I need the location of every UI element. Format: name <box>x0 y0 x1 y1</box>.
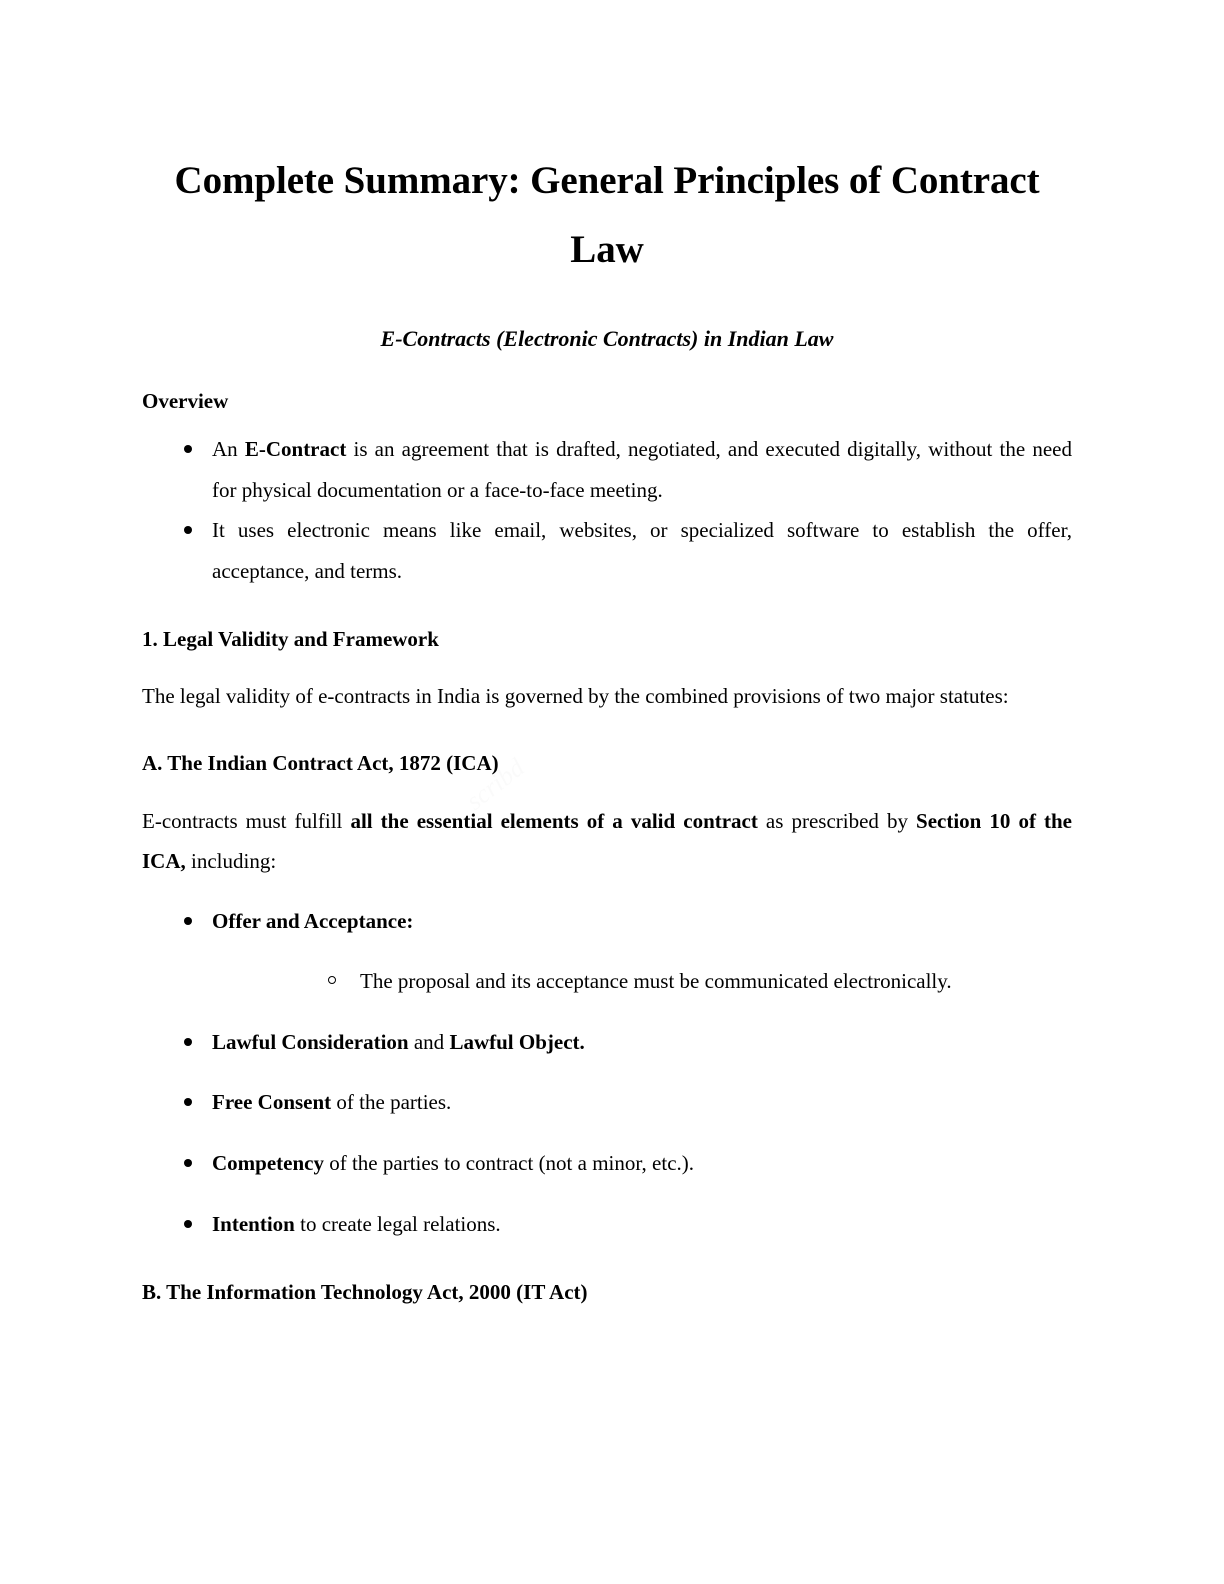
element-bold-offer-acceptance: Offer and Acceptance: <box>212 908 414 933</box>
heading-indian-contract-act: A. The Indian Contract Act, 1872 (ICA) <box>142 751 499 776</box>
list-item <box>142 901 1072 1002</box>
element-rest: of the parties. <box>331 1090 452 1115</box>
heading-legal-validity: 1. Legal Validity and Framework <box>142 627 439 652</box>
para-part-1: E-contracts must fulfill <box>142 808 351 833</box>
para-part-3: including: <box>185 849 277 874</box>
heading-it-act: B. The Information Technology Act, 2000 (IT Act) <box>142 1280 588 1305</box>
ica-elements-list <box>142 882 1072 1244</box>
bullet-text: It uses electronic means like email, websites, or specialized software to establish the offer, acceptance, and terms. <box>212 518 1072 583</box>
paragraph-ica <box>142 780 1072 882</box>
paragraph-legal-validity: The legal validity of e-contracts in India is governed by the combined provisions of two major statutes: <box>142 683 1009 708</box>
list-item <box>142 429 1072 510</box>
para-bold-section-10: Section 10 of the ICA, <box>142 808 1072 874</box>
para-bold-essential-elements: all the essential elements of a valid contract <box>350 808 758 833</box>
bullet-lead-text: An <box>212 437 245 462</box>
list-item <box>142 510 1072 591</box>
element-bold-free-consent: Free Consent <box>212 1090 332 1115</box>
bullet-rest-text: is an agreement that is drafted, negotiated, and executed digitally, without the need for physical documentation or a face-to-face meeting. <box>212 437 1073 502</box>
list-item <box>142 1204 1072 1245</box>
para-part-2: as prescribed by <box>757 808 917 833</box>
list-item <box>142 1022 1072 1063</box>
list-item <box>142 1143 1072 1184</box>
subitem-text: The proposal and its acceptance must be communicated electronically. <box>360 969 952 994</box>
offer-acceptance-subitems <box>212 961 1072 1002</box>
list-item <box>142 1082 1072 1123</box>
overview-bullet-list <box>142 417 1072 591</box>
element-bold-competency: Competency <box>212 1150 324 1175</box>
list-item <box>212 961 1072 1002</box>
element-rest: to create legal relations. <box>294 1211 501 1236</box>
element-mid: and <box>408 1029 450 1054</box>
document-subtitle: E-Contracts (Electronic Contracts) in Indian Law <box>380 325 834 351</box>
page-title: Complete Summary: General Principles of Contract Law <box>174 159 1040 272</box>
document-content <box>142 0 1072 1309</box>
element-bold-intention: Intention <box>212 1211 295 1236</box>
bullet-bold-term: E-Contract <box>244 437 347 462</box>
element-bold-lawful-object: Lawful Object. <box>449 1029 585 1054</box>
heading-overview: Overview <box>142 388 229 413</box>
element-rest: of the parties to contract (not a minor, etc.). <box>323 1150 695 1175</box>
element-bold-lawful-consideration: Lawful Consideration <box>212 1029 409 1054</box>
